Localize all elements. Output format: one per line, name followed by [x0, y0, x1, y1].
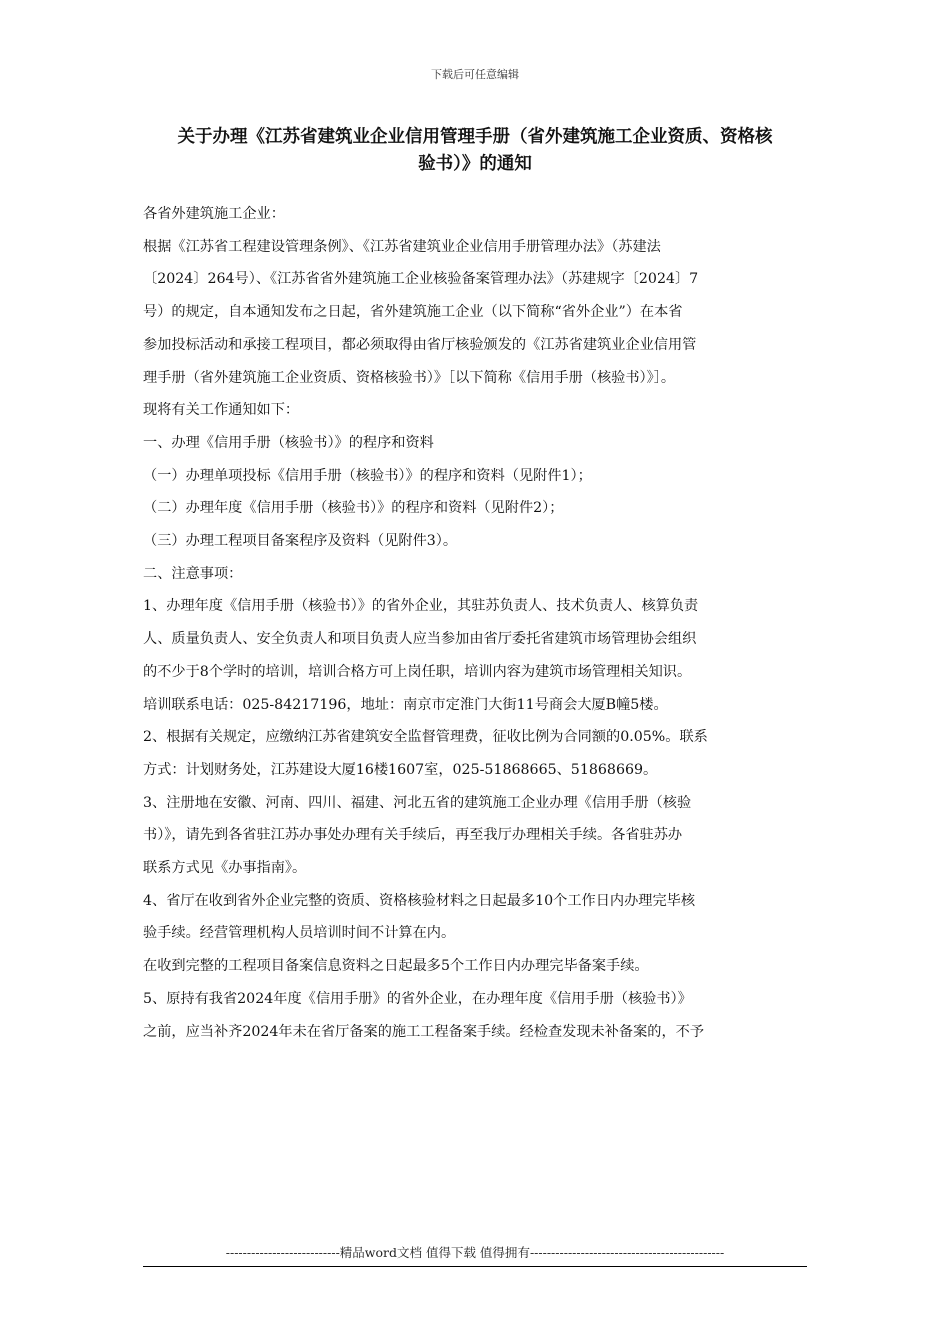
- body-line: 联系方式见《办事指南》。: [143, 860, 307, 877]
- document-title: [143, 124, 807, 178]
- body-line: 根据《江苏省工程建设管理条例》、《江苏省建筑业企业信用手册管理办法》（苏建法: [143, 238, 661, 255]
- body-line: 书）》，请先到各省驻江苏办事处办理有关手续后，再至我厅办理相关手续。各省驻苏办: [143, 827, 683, 844]
- body-line: 号）的规定，自本通知发布之日起，省外建筑施工企业（以下简称“省外企业”）在本省: [143, 304, 683, 321]
- body-line: 之前，应当补齐2024年未在省厅备案的施工工程备案手续。经检查发现未补备案的，不予: [143, 1023, 705, 1040]
- body-line: 验手续。经营管理机构人员培训时间不计算在内。: [143, 925, 456, 942]
- body-line: 2、根据有关规定，应缴纳江苏省建筑安全监督管理费，征收比例为合同额的0.05%。联系: [143, 729, 708, 746]
- body-line: 参加投标活动和承接工程项目，都必须取得由省厅核验颁发的《江苏省建筑业企业信用管: [143, 336, 697, 353]
- page-footer: [143, 1243, 807, 1267]
- body-line: 在收到完整的工程项目备案信息资料之日起最多5个工作日内办理完毕备案手续。: [143, 958, 649, 975]
- body-line: 一、办理《信用手册（核验书）》的程序和资料: [143, 434, 434, 451]
- title-line: 关于办理《江苏省建筑业企业信用管理手册（省外建筑施工企业资质、资格核: [177, 127, 773, 147]
- body-line: 4、省厅在收到省外企业完整的资质、资格核验材料之日起最多10个工作日内办理完毕核: [143, 892, 696, 909]
- body-line: 3、注册地在安徽、河南、四川、福建、河北五省的建筑施工企业办理《信用手册（核验: [143, 794, 692, 811]
- body-line: 的不少于8个学时的培训，培训合格方可上岗任职，培训内容为建筑市场管理相关知识。: [143, 663, 692, 680]
- body-line: 5、原持有我省2024年度《信用手册》的省外企业，在办理年度《信用手册（核验书）》: [143, 990, 692, 1007]
- document-body: [143, 198, 807, 1048]
- body-line: 方式：计划财务处，江苏建设大厦16楼1607室，025-51868665、51868669。: [143, 761, 658, 778]
- body-line: 各省外建筑施工企业：: [143, 206, 285, 222]
- footer-rule: [143, 1266, 807, 1267]
- footer-text: ---------------------------精品word文档 值得下载 值得拥有----------------------------------------------: [225, 1245, 725, 1260]
- body-line: （三）办理工程项目备案程序及资料（见附件3）。: [143, 533, 458, 550]
- body-line: 〔2024〕264号）、《江苏省省外建筑施工企业核验备案管理办法》（苏建规字〔2024〕7: [143, 271, 699, 288]
- title-line: 验书）》的通知: [418, 154, 532, 174]
- body-line: （二）办理年度《信用手册（核验书）》的程序和资料（见附件2）；: [143, 500, 564, 517]
- body-line: 二、注意事项：: [143, 565, 243, 582]
- body-line: 1、办理年度《信用手册（核验书）》的省外企业，其驻苏负责人、技术负责人、核算负责: [143, 598, 699, 615]
- body-line: 现将有关工作通知如下：: [143, 402, 300, 419]
- body-line: 人、质量负责人、安全负责人和项目负责人应当参加由省厅委托省建筑市场管理协会组织: [143, 631, 697, 648]
- body-line: 理手册（省外建筑施工企业资质、资格核验书）》［以下简称《信用手册（核验书）》］。: [143, 369, 676, 386]
- body-line: （一）办理单项投标《信用手册（核验书）》的程序和资料（见附件1）；: [143, 467, 592, 484]
- header-note: 下载后可任意编辑: [431, 68, 519, 81]
- body-line: 培训联系电话：025-84217196，地址：南京市定淮门大街11号商会大厦B幢5楼。: [143, 696, 668, 713]
